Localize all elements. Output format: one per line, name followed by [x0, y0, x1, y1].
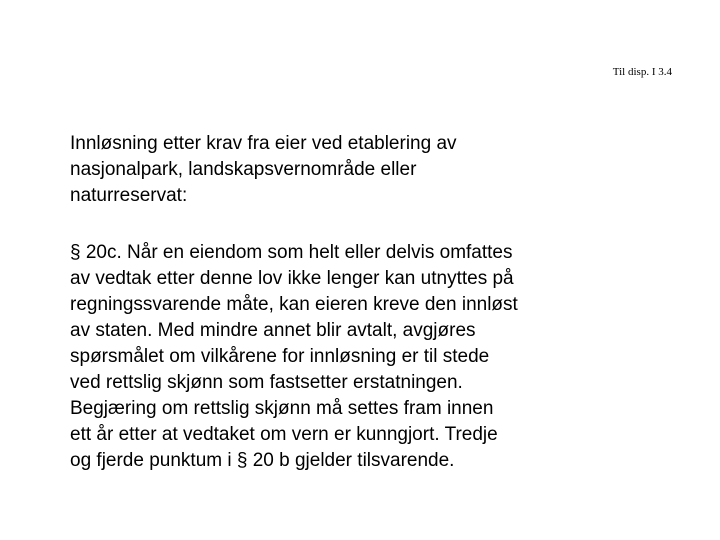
paragraph-line: § 20c. Når en eiendom som helt eller delvis omfattes [70, 242, 513, 263]
paragraph-line: av vedtak etter denne lov ikke lenger kan utnyttes på [70, 268, 514, 289]
document-reference: Til disp. I 3.4 [612, 66, 672, 78]
paragraph-line: ved rettslig skjønn som fastsetter erstatningen. [70, 372, 463, 393]
paragraph-line: regningssvarende måte, kan eieren kreve den innløst [70, 294, 518, 315]
heading-line: nasjonalpark, landskapsvernområde eller [70, 159, 417, 180]
paragraph-line: ett år etter at vedtaket om vern er kunngjort. Tredje [70, 424, 498, 445]
heading-line: Innløsning etter krav fra eier ved etablering av [70, 133, 457, 154]
paragraph-line: og fjerde punktum i § 20 b gjelder tilsvarende. [70, 450, 455, 471]
paragraph-line: spørsmålet om vilkårene for innløsning er til stede [70, 346, 490, 367]
paragraph-line: Begjæring om rettslig skjønn må settes fram innen [70, 398, 494, 419]
heading-line: naturreservat: [70, 185, 188, 206]
section-heading [70, 131, 670, 209]
paragraph-line: av staten. Med mindre annet blir avtalt, avgjøres [70, 320, 476, 341]
paragraph-section-20c [70, 240, 690, 474]
